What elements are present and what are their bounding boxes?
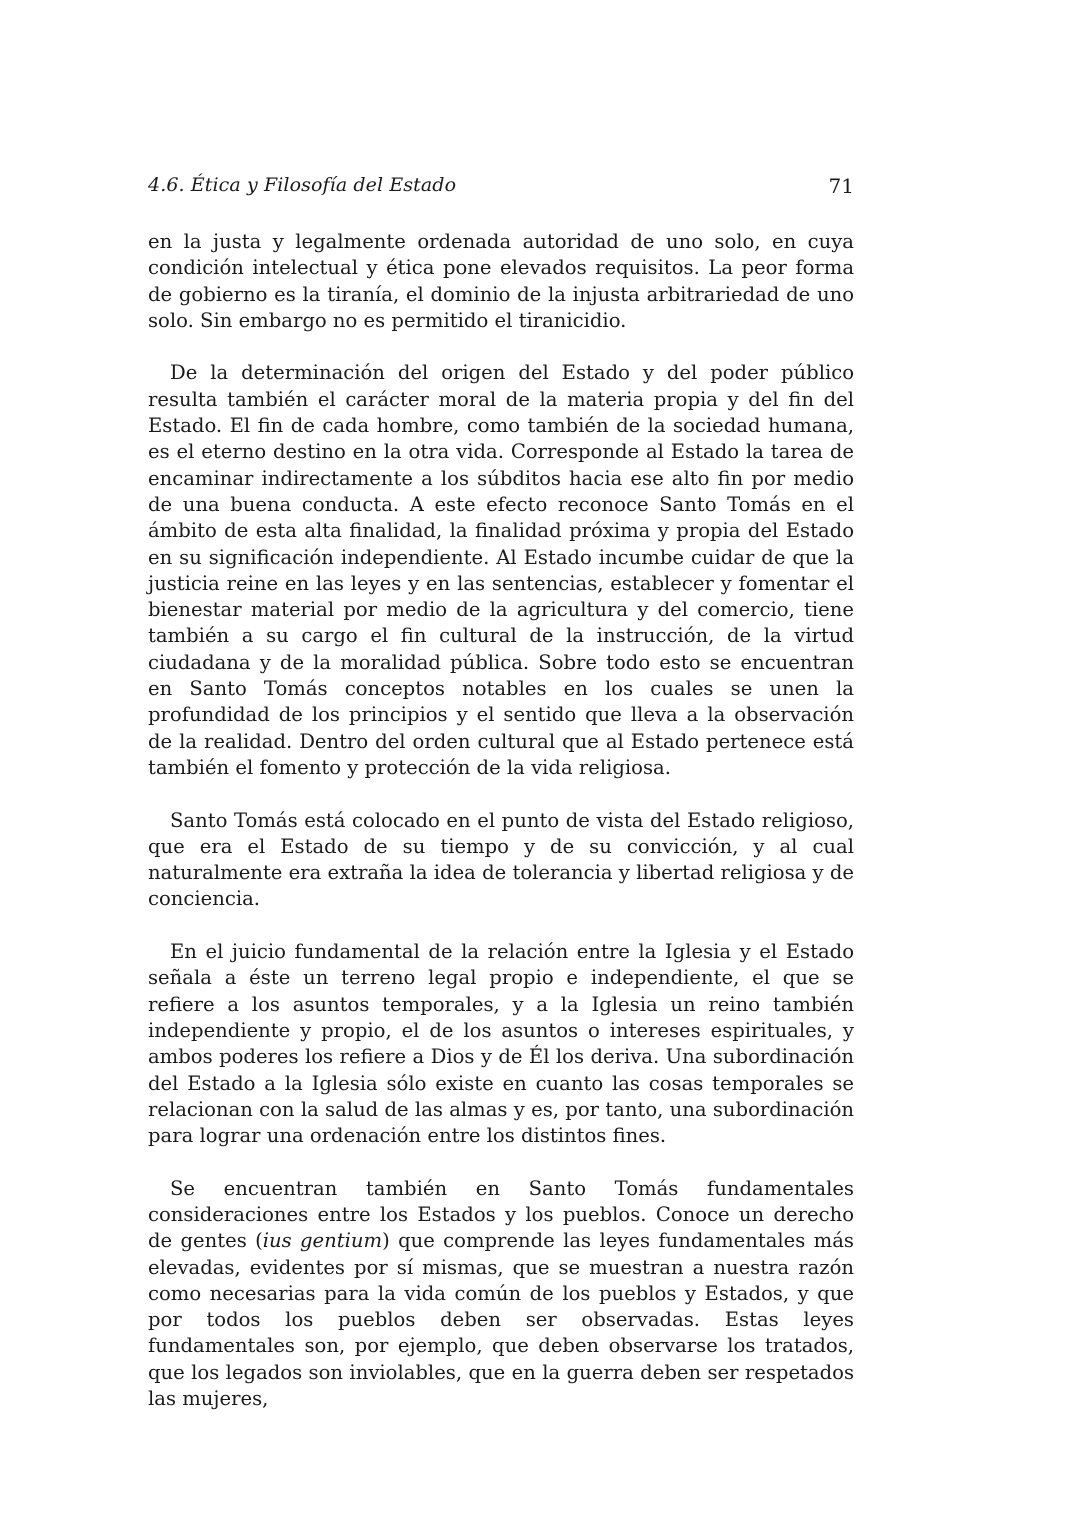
paragraph-church-and-state: En el juicio fundamental de la relación entre la Iglesia y el Estado señala a éste un terreno legal propio e independiente, el que se refiere a los asuntos temporales, y a la Iglesia un reino también independiente y propio, el de los asuntos o intereses espirituales, y ambos poderes los refiere a Dios y de Él los deriva. Una subordinación del Estado a la Iglesia sólo existe en cuanto las cosas temporales se relacionan con la salud de las almas y es, por tanto, una subordinación para lograr una ordenación entre los distintos fines. <box>148 940 854 1148</box>
paragraph-text-before-emphasis: Se encuentran también en Santo Tomás fundamentales consideraciones entre los Estados y los pueblos. Conoce un derecho de gentes ( <box>148 1176 854 1253</box>
paragraph-law-of-nations <box>148 1176 854 1413</box>
page-number: 71 <box>828 174 854 198</box>
body-text <box>148 229 854 1412</box>
paragraph-text-after-emphasis: ) que comprende las leyes fundamentales más elevadas, evidentes por sí mismas, que se muestran a nuestra razón como necesarias para la vida común de los pueblos y Estados, y que por todos los pueblos deben ser observadas. Estas leyes fundamentales son, por ejemplo, que deben observarse los tratados, que los legados son inviolables, que en la guerra deben ser respetados las mujeres, <box>148 1229 854 1411</box>
paragraph-state-purpose: De la determinación del origen del Estado y del poder público resulta también el carácter moral de la materia propia y del fin del Estado. El fin de cada hombre, como también de la sociedad humana, es el eterno destino en la otra vida. Corresponde al Estado la tarea de encaminar indirectamente a los súbditos hacia ese alto fin por medio de una buena conducta. A este efecto reconoce Santo Tomás en el ámbito de esta alta finalidad, la finalidad próxima y propia del Estado en su significación independiente. Al Estado incumbe cuidar de que la justicia reine en las leyes y en las sentencias, establecer y fomentar el bienestar material por medio de la agricultura y del comercio, tiene también a su cargo el fin cultural de la instrucción, de la virtud ciudadana y de la moralidad pública. Sobre todo esto se encuentran en Santo Tomás conceptos notables en los cuales se unen la profundidad de los principios y el sentido que lleva a la observación de la realidad. Dentro del orden cultural que al Estado pertenece está también el fomento y protección de la vida religiosa. <box>148 361 854 779</box>
paragraph-continuation: en la justa y legalmente ordenada autoridad de uno solo, en cuya condición intelectual y ética pone elevados requisitos. La peor forma de gobierno es la tiranía, el dominio de la injusta arbitrariedad de uno solo. Sin embargo no es permitido el tiranicidio. <box>148 230 854 332</box>
running-header <box>148 174 854 204</box>
running-title: 4.6. Ética y Filosofía del Estado <box>148 174 457 196</box>
latin-term-emphasis: ius gentium <box>262 1229 383 1253</box>
paragraph-religious-state: Santo Tomás está colocado en el punto de vista del Estado religioso, que era el Estado de su tiempo y de su convicción, y al cual naturalmente era extraña la idea de tolerancia y libertad religiosa y de conciencia. <box>148 808 854 911</box>
